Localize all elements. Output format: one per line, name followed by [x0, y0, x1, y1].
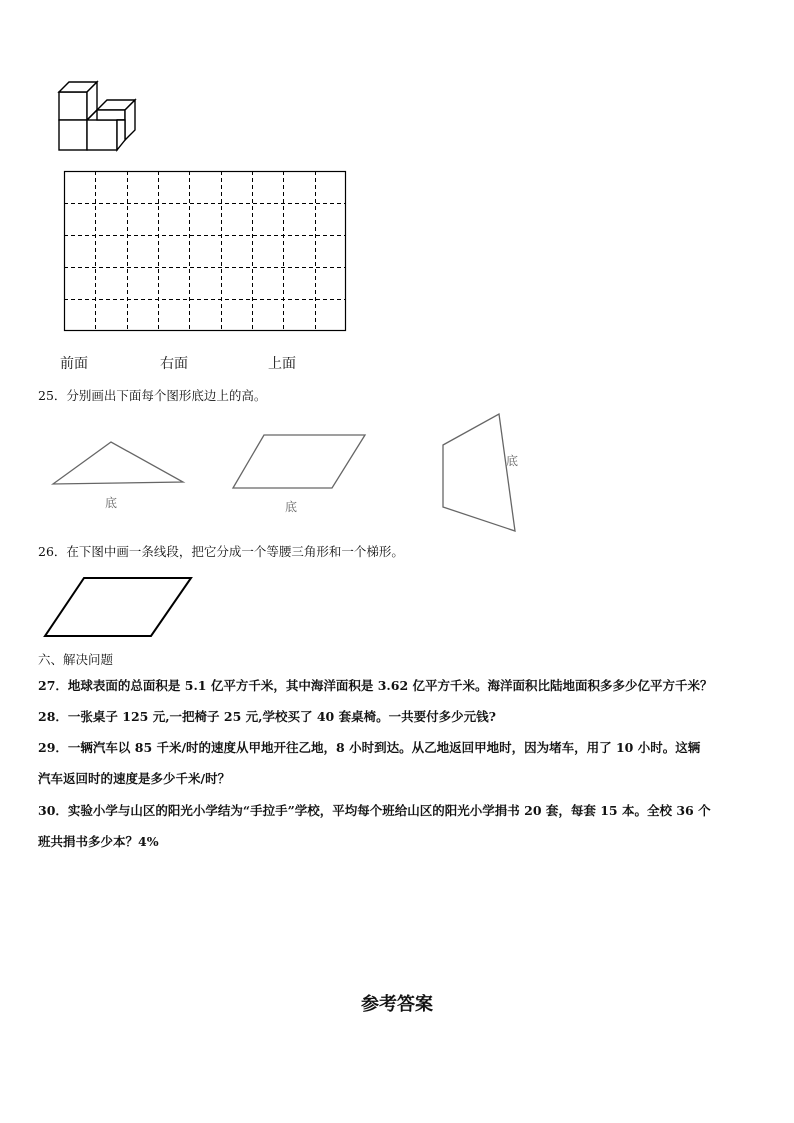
question-29-line2: 汽车返回时的速度是多少千米/时？ [38, 771, 231, 786]
parallelogram-base-label: 底 [285, 500, 298, 514]
view-label-top: 上面 [268, 356, 296, 372]
question-28: 28．一张桌子 125 元,一把椅子 25 元,学校买了 40 套桌椅。一共要付多少元钱? [38, 709, 496, 724]
parallelogram-figure[interactable] [232, 432, 372, 492]
trapezoid-figure[interactable] [442, 413, 522, 533]
question-30-line1: 30．实验小学与山区的阳光小学结为“手拉手”学校，平均每个班给山区的阳光小学捐书 20 套，每套 15 本。全校 36 个 [38, 803, 711, 818]
question-29-line1: 29．一辆汽车以 85 千米/时的速度从甲地开往乙地，8 小时到达。从乙地返回甲地时，因为堵车，用了 10 小时。这辆 [38, 740, 701, 755]
answer-title: 参考答案 [361, 994, 433, 1015]
section-6-heading: 六、解决问题 [38, 652, 114, 667]
cube-stack-figure [58, 80, 138, 152]
question-30-line2: 班共捐书多少本？4% [38, 834, 159, 849]
trapezoid-base-label: 底 [506, 454, 519, 468]
view-label-front: 前面 [60, 356, 88, 372]
question-25: 25．分别画出下面每个图形底边上的高。 [38, 388, 267, 403]
question-27: 27．地球表面的总面积是 5.1 亿平方千米，其中海洋面积是 3.62 亿平方千米。海洋面积比陆地面积多多少亿平方千米？ [38, 678, 713, 693]
view-label-right: 右面 [160, 356, 188, 372]
question-26: 26．在下图中画一条线段，把它分成一个等腰三角形和一个梯形。 [38, 544, 404, 559]
triangle-base-label: 底 [105, 496, 118, 510]
drawing-grid[interactable] [64, 171, 346, 331]
q26-parallelogram[interactable] [44, 576, 194, 638]
triangle-figure[interactable] [52, 440, 192, 490]
